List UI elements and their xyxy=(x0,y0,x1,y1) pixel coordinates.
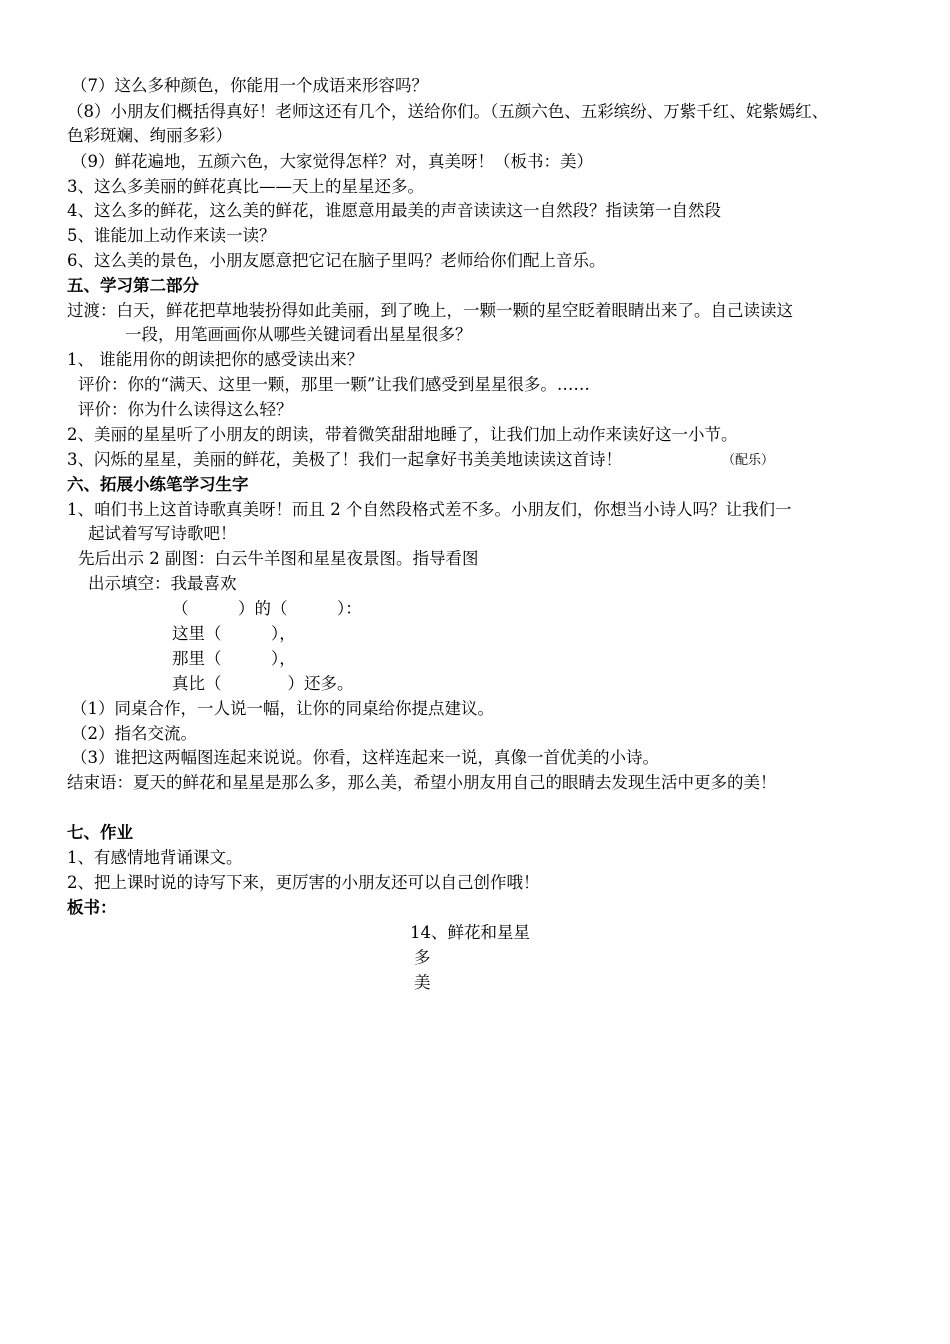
text-line: 3、这么多美丽的鲜花真比——天上的星星还多。 xyxy=(67,177,424,196)
board-label: 板书： xyxy=(67,898,117,917)
fill-blank-line: （ ）的（ ）： xyxy=(172,599,362,618)
text-line: 一段，用笔画画你从哪些关键词看出星星很多？ xyxy=(125,325,472,344)
text-line: （8）小朋友们概括得真好！老师这还有几个，送给你们。（五颜六色、五彩缤纷、万紫千红、姹紫嫣红、 xyxy=(67,102,829,121)
text-line: 1、 谁能用你的朗读把你的感受读出来？ xyxy=(67,350,364,369)
text-line: 2、美丽的星星听了小朋友的朗读，带着微笑甜甜地睡了，让我们加上动作来读好这一小节。 xyxy=(67,425,738,444)
text-line: 起试着写写诗歌吧！ xyxy=(88,524,237,543)
fill-blank-line: 真比（ ）还多。 xyxy=(172,674,354,693)
text-line: 4、这么多的鲜花，这么美的鲜花，谁愿意用最美的声音读读这一自然段？指读第一自然段 xyxy=(67,201,721,220)
text-line: 评价：你的“满天、这里一颗，那里一颗”让我们感受到星星很多。…… xyxy=(78,375,590,394)
text-line: 2、把上课时说的诗写下来，更厉害的小朋友还可以自己创作哦！ xyxy=(67,873,540,892)
text-line: 出示填空：我最喜欢 xyxy=(88,574,237,593)
text-line: 1、咱们书上这首诗歌真美呀！而且 2 个自然段格式差不多。小朋友们，你想当小诗人吗？让我们一 xyxy=(67,500,792,519)
text-line: 色彩斑斓、绚丽多彩） xyxy=(67,126,232,145)
text-line: 5、谁能加上动作来读一读？ xyxy=(67,226,276,245)
text-line: 结束语：夏天的鲜花和星星是那么多，那么美，希望小朋友用自己的眼睛去发现生活中更多的美！ xyxy=(67,773,777,792)
section-heading: 五、学习第二部分 xyxy=(67,276,199,295)
fill-blank-line: 那里（ ）， xyxy=(172,649,296,668)
text-line: 评价：你为什么读得这么轻？ xyxy=(78,400,293,419)
text-line: （9）鲜花遍地，五颜六色，大家觉得怎样？对，真美呀！（板书：美） xyxy=(71,152,593,171)
music-note: （配乐） xyxy=(722,453,775,468)
text-line: 过渡：白天，鲜花把草地装扮得如此美丽，到了晚上，一颗一颗的星空眨着眼睛出来了。自己读读这 xyxy=(67,301,793,320)
text-line: 3、闪烁的星星，美丽的鲜花，美极了！我们一起拿好书美美地读读这首诗！ xyxy=(67,450,622,469)
text-line: 6、这么美的景色，小朋友愿意把它记在脑子里吗？老师给你们配上音乐。 xyxy=(67,251,606,270)
board-word: 美 xyxy=(414,973,431,992)
text-line: 1、有感情地背诵课文。 xyxy=(67,848,243,867)
text-line: 先后出示 2 副图：白云牛羊图和星星夜景图。指导看图 xyxy=(78,549,479,568)
fill-blank-line: 这里（ ）， xyxy=(172,624,296,643)
text-line: （3）谁把这两幅图连起来说说。你看，这样连起来一说，真像一首优美的小诗。 xyxy=(71,748,659,767)
board-title: 14、鲜花和星星 xyxy=(410,923,530,942)
text-line: （7）这么多种颜色，你能用一个成语来形容吗？ xyxy=(71,76,428,95)
text-line: （2）指名交流。 xyxy=(71,724,197,743)
section-heading: 七、作业 xyxy=(67,823,133,842)
board-word: 多 xyxy=(414,948,431,967)
text-line: （1）同桌合作，一人说一幅，让你的同桌给你提点建议。 xyxy=(71,699,494,718)
section-heading: 六、拓展小练笔学习生字 xyxy=(67,475,249,494)
